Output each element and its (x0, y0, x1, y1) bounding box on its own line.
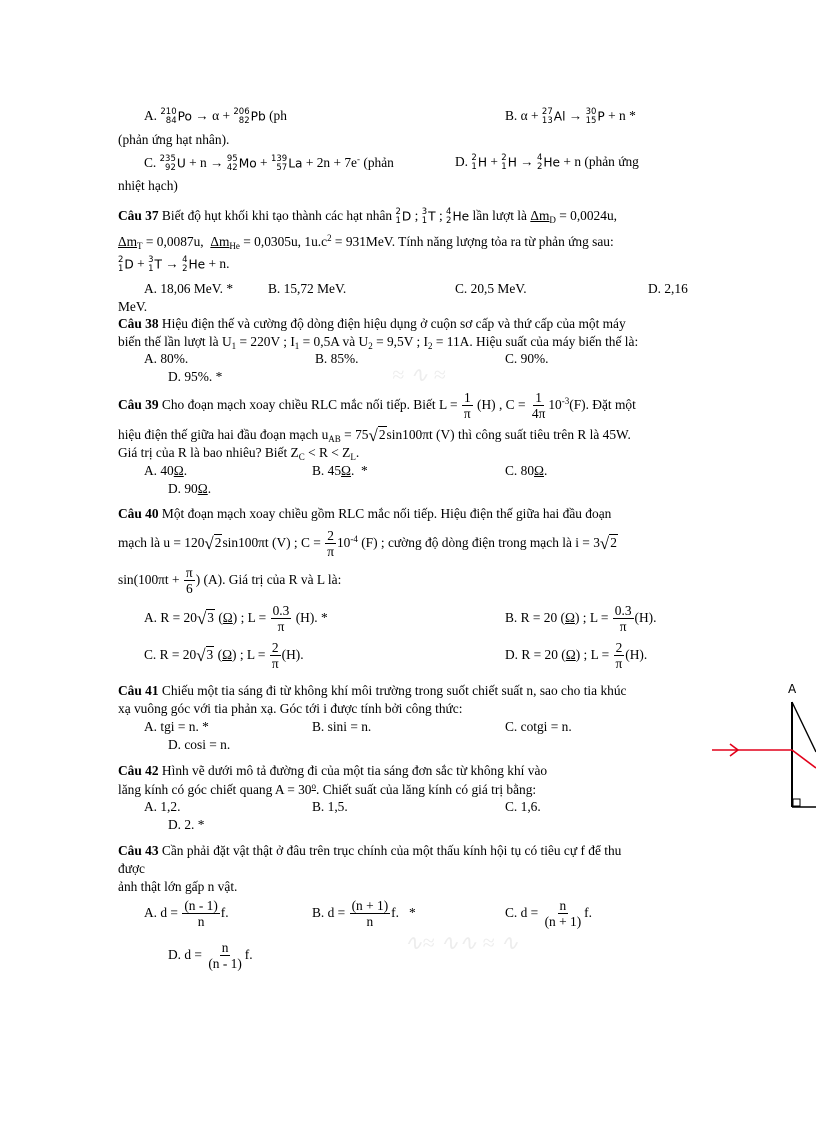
q42-option-b: B. 1,5. (312, 799, 348, 814)
q42-option-d: D. 2. * (168, 817, 205, 832)
q38-option-c: C. 90%. (505, 351, 549, 366)
prism-figure (700, 690, 816, 820)
q37-line2: $\Delta m_T = 0,0087u$, $\Delta m_{He} = 0,0305u$, $1u.c^2 = 931MeV$. Tính năng lượng tỏa ra từ phản ứng sau: (118, 233, 614, 251)
prism-edge-hypotenuse (792, 702, 816, 752)
q39-line1: Câu 39 Cho đoạn mạch xoay chiều RLC mắc nối tiếp. Biết L = $\frac{1}{\pi}$ (H) , C = $\frac{1}{4\pi}$ $10^{-3}(F)$. Đặt một (118, 390, 636, 422)
q41-option-b: B. sini = n. (312, 719, 372, 734)
q36-option-c: C. 235 92 U + n → 95 42 Mo + 139 57 La + 2n + 7e- (phản (144, 153, 394, 173)
q39-line3: Giá trị của R là bao nhiêu? Biết $Z_C < R < Z_L$. (118, 445, 360, 462)
q40-option-d: D. R = 20 (Ω) ; L = $\frac{2}{\pi}$ (H). (505, 640, 648, 672)
q41-option-a: A. tgi = n. * (144, 719, 209, 734)
q42-option-c: C. 1,6. (505, 799, 541, 814)
q37-option-b: B. 15,72 MeV. (268, 281, 347, 296)
q37-option-d: D. 2,16 (648, 281, 688, 296)
q36-line4: nhiệt hạch) (118, 178, 178, 193)
q38-label: Câu 38 (118, 316, 159, 331)
q39-label: Câu 39 (118, 396, 159, 412)
watermark: ∿≈ ∿∿ ≈ ∿ (404, 930, 519, 955)
watermark: ≈ ∿ ≈ (392, 362, 446, 387)
q39-line2: hiệu điện thế giữa hai đầu đoạn mạch $u_{AB} = 75√2\sin 100\pi t$ (V) thì công suất tiêu trên R là 45W. (118, 426, 631, 445)
prism-vertex-label: A (788, 682, 797, 696)
q43-label: Câu 43 (118, 843, 159, 858)
q36-option-a: A. 210 84 Po → α + 206 82 Pb (ph (144, 107, 287, 126)
right-angle-mark (793, 799, 800, 806)
q40-option-c: C. R = 20√3 (Ω) ; L = $\frac{2}{\pi}$ (H). (144, 640, 304, 672)
q40-line2: mạch là u = 120√2sin100πt (V) ; C = $\frac{2}{\pi}$ $10^{-4}$ (F) ; cường độ dòng điện trong mạch là i = 3√2 (118, 528, 617, 560)
q38-line2: biến thế lần lượt là $U_1 = 220V$ ; $I_1 = 0,5A$ và $U_2 = 9,5V$ ; $I_2 = 11A$. Hiệu suất của máy biến thế là: (118, 334, 639, 351)
q43-line3: ảnh thật lớn gấp n vật. (118, 879, 238, 894)
q38-option-a: A. 80%. (144, 351, 189, 366)
q41-option-d: D. cosi = n. (168, 737, 231, 752)
q39-option-c: C. 80Ω. (505, 463, 548, 478)
q41-line2: xạ vuông góc với tia phản xạ. Góc tới i được tính bởi công thức: (118, 701, 463, 716)
q37-reaction: 2 1 D + 3 1 T → 4 2 He + n. (118, 255, 230, 274)
q41-line1: Câu 41 Chiếu một tia sáng đi từ không khí môi trường trong suốt chiết suất n, sao cho tia khúc (118, 683, 627, 698)
q42-line1: Câu 42 Hình vẽ dưới mô tả đường đi của một tia sáng đơn sắc từ không khí vào (118, 763, 548, 778)
q43-option-c: C. d = $\frac{n}{(n + 1)}$ f. (505, 898, 592, 930)
light-ray (712, 744, 816, 768)
q41-option-c: C. cotgi = n. (505, 719, 572, 734)
q37-option-d-unit: MeV. (118, 299, 148, 314)
q43-line2: được (118, 861, 145, 876)
q41-label: Câu 41 (118, 683, 159, 698)
q37-option-c: C. 20,5 MeV. (455, 281, 527, 296)
q42-option-a: A. 1,2. (144, 799, 181, 814)
q36-option-d: D. 2 1 H + 2 1 H → 4 2 He + n (phản ứng (455, 153, 639, 172)
q40-option-b: B. R = 20 (Ω) ; L = $\frac{0.3}{\pi}$ (H). (505, 603, 657, 635)
q37-option-a: A. 18,06 MeV. * (144, 281, 234, 296)
q38-line1: Câu 38 Hiệu điện thế và cường độ dòng điện hiệu dụng ở cuộn sơ cấp và thứ cấp của một máy (118, 316, 626, 331)
q36-line2: (phản ứng hạt nhân). (118, 132, 230, 147)
q39-option-b: B. 45Ω. * (312, 463, 368, 478)
q37-line1: Câu 37 Biết độ hụt khối khi tạo thành các hạt nhân 2 1 D ; 3 1 T ; 4 2 He lần lượt là $\Delta m_D = 0,0024u$, (118, 207, 617, 226)
q40-label: Câu 40 (118, 506, 159, 521)
q43-line1: Câu 43 Cần phải đặt vật thật ở đâu trên trục chính của một thấu kính hội tụ có tiêu cự f để thu (118, 843, 622, 858)
q42-line2: lăng kính có góc chiết quang $A = 30^o$. Chiết suất của lăng kính có giá trị bằng: (118, 781, 537, 797)
q39-option-a: A. 40Ω. (144, 463, 188, 478)
q43-option-d: D. d = $\frac{n}{(n - 1)}$ f. (168, 940, 253, 972)
q40-option-a: A. R = 20√3 (Ω) ; L = $\frac{0.3}{\pi}$ (H). * (144, 603, 328, 635)
q40-line3: sin(100πt + $\frac{\pi}{6}$ ) (A). Giá trị của R và L là: (118, 565, 342, 597)
q38-option-b: B. 85%. (315, 351, 359, 366)
q38-option-d: D. 95%. * (168, 369, 223, 384)
q36-option-b: B. α + 27 13 Al → 30 15 P + n * (505, 107, 636, 126)
q43-option-a: A. d = $\frac{(n - 1)}{n}$ f. (144, 898, 229, 930)
prism-shape (792, 702, 816, 807)
q39-option-d: D. 90Ω. (168, 481, 212, 496)
q42-label: Câu 42 (118, 763, 159, 778)
q43-option-b: B. d = $\frac{(n + 1)}{n}$ f. * (312, 898, 416, 930)
q37-label: Câu 37 (118, 208, 159, 224)
q40-line1: Câu 40 Một đoạn mạch xoay chiều gồm RLC mắc nối tiếp. Hiệu điện thế giữa hai đầu đoạn (118, 506, 612, 521)
